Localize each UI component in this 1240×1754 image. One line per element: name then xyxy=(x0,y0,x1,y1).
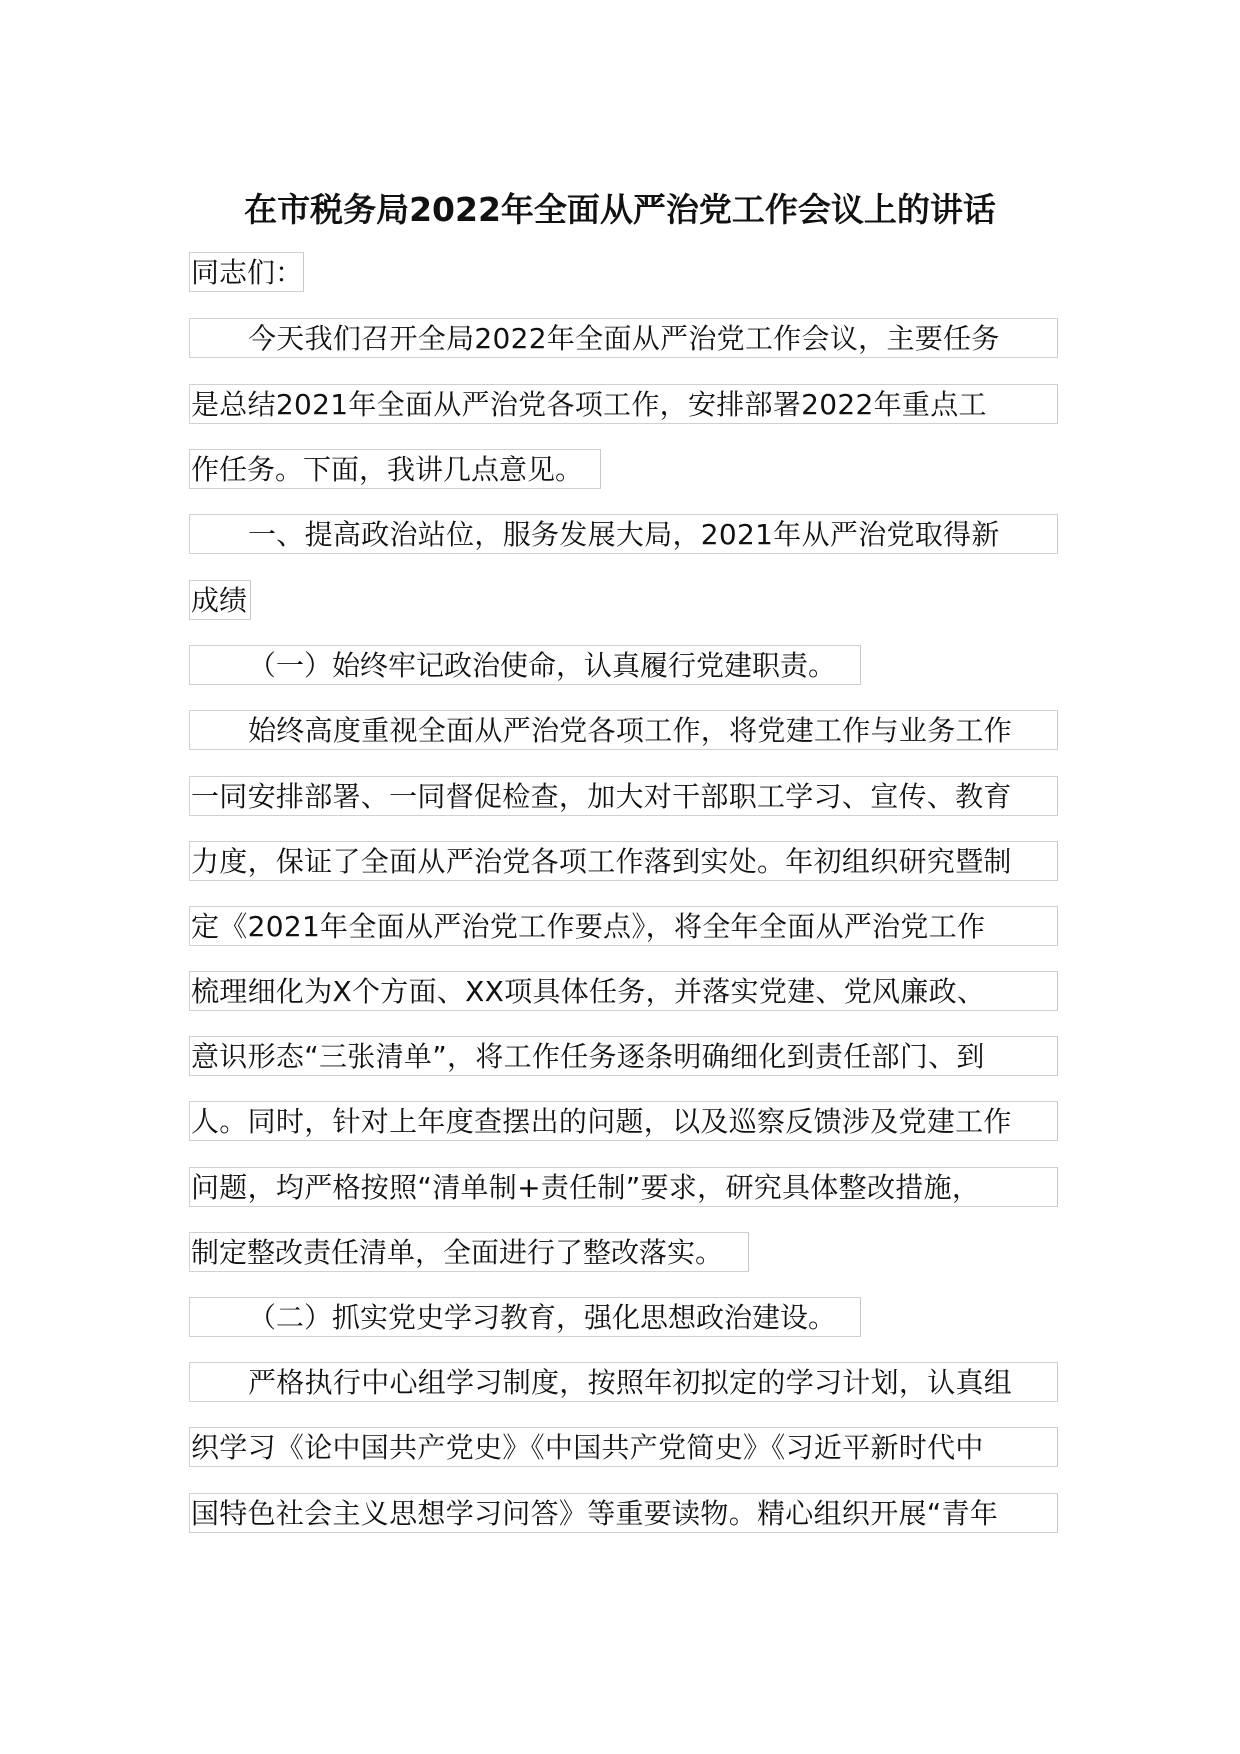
subsection-heading: （一）始终牢记政治使命，认真履行党建职责。 xyxy=(189,645,861,685)
text-line: 问题，均严格按照“清单制+责任制”要求，研究具体整改措施， xyxy=(189,1167,1058,1207)
text-line: 梳理细化为X个方面、XX项具体任务，并落实党建、党风廉政、 xyxy=(189,971,1058,1011)
text-line: 今天我们召开全局2022年全面从严治党工作会议，主要任务 xyxy=(189,318,1058,358)
text-line: 定《2021年全面从严治党工作要点》，将全年全面从严治党工作 xyxy=(189,906,1058,946)
text-line: 意识形态“三张清单”，将工作任务逐条明确细化到责任部门、到 xyxy=(189,1036,1058,1076)
text-line: 始终高度重视全面从严治党各项工作，将党建工作与业务工作 xyxy=(189,710,1058,750)
text-line: 是总结2021年全面从严治党各项工作，安排部署2022年重点工 xyxy=(189,384,1058,424)
section-heading-line: 一、提高政治站位，服务发展大局，2021年从严治党取得新 xyxy=(189,514,1058,554)
text-line: 人。同时，针对上年度查摆出的问题，以及巡察反馈涉及党建工作 xyxy=(189,1101,1058,1141)
text-line: 一同安排部署、一同督促检查，加大对干部职工学习、宣传、教育 xyxy=(189,776,1058,816)
section-heading-line: 成绩 xyxy=(189,580,251,620)
text-line: 力度，保证了全面从严治党各项工作落到实处。年初组织研究暨制 xyxy=(189,841,1058,881)
text-line: 制定整改责任清单，全面进行了整改落实。 xyxy=(189,1232,749,1272)
salutation-line: 同志们： xyxy=(189,252,304,292)
subsection-heading: （二）抓实党史学习教育，强化思想政治建设。 xyxy=(189,1297,861,1337)
text-line: 国特色社会主义思想学习问答》等重要读物。精心组织开展“青年 xyxy=(189,1493,1058,1533)
document-title: 在市税务局2022年全面从严治党工作会议上的讲话 xyxy=(244,190,996,229)
text-line: 作任务。下面，我讲几点意见。 xyxy=(189,449,601,489)
text-line: 织学习《论中国共产党史》《中国共产党简史》《习近平新时代中 xyxy=(189,1427,1058,1467)
text-line: 严格执行中心组学习制度，按照年初拟定的学习计划，认真组 xyxy=(189,1362,1058,1402)
